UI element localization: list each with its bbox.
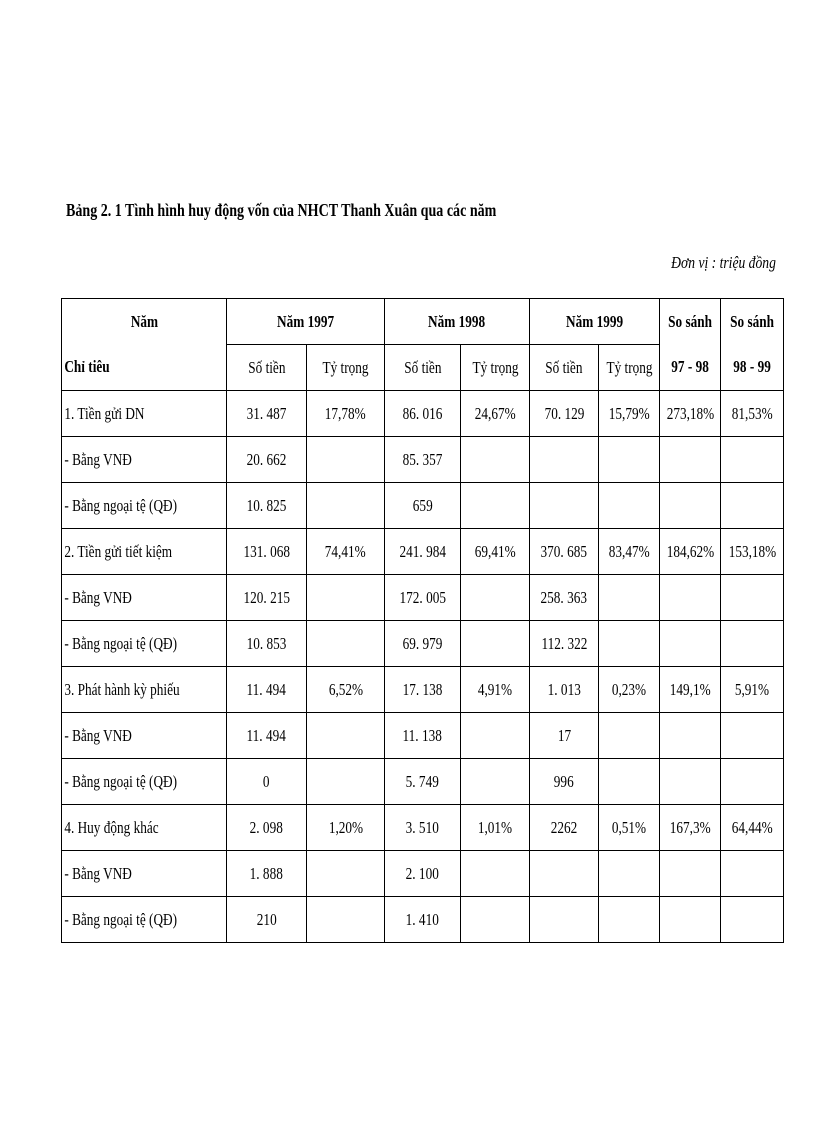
table-cell: 64,44%	[721, 805, 784, 851]
table-cell	[599, 851, 660, 897]
table-cell	[307, 483, 385, 529]
table-cell: 10. 825	[227, 483, 307, 529]
table-cell	[307, 621, 385, 667]
header-year-1997: Năm 1997	[227, 299, 385, 345]
table-row	[62, 713, 784, 759]
table-cell	[530, 437, 599, 483]
table-cell: 86. 016	[385, 391, 461, 437]
table-cell: 172. 005	[385, 575, 461, 621]
row-sub-label: - Bằng ngoại tệ (QĐ)	[62, 483, 227, 529]
table-cell: 659	[385, 483, 461, 529]
table-cell	[307, 437, 385, 483]
table-cell: 112. 322	[530, 621, 599, 667]
header-nam: Năm	[62, 299, 227, 345]
table-cell: 69. 979	[385, 621, 461, 667]
table-row	[62, 391, 784, 437]
table-cell: 167,3%	[660, 805, 721, 851]
table-cell: 1. 888	[227, 851, 307, 897]
table-cell: 184,62%	[660, 529, 721, 575]
table-row	[62, 437, 784, 483]
table-cell: 20. 662	[227, 437, 307, 483]
table-cell: 1. 013	[530, 667, 599, 713]
table-cell	[721, 575, 784, 621]
table-cell	[599, 759, 660, 805]
table-row	[62, 897, 784, 943]
table-cell	[721, 437, 784, 483]
unit-note: Đơn vị : triệu đồng	[671, 253, 776, 272]
header-range-98-99: 98 - 99	[721, 345, 784, 391]
table-row	[62, 575, 784, 621]
table-cell	[599, 483, 660, 529]
header-ty-trong-1998: Tỷ trọng	[461, 345, 530, 391]
table-cell	[721, 897, 784, 943]
table-cell: 996	[530, 759, 599, 805]
capital-mobilization-table	[61, 298, 784, 943]
table-cell: 2. 098	[227, 805, 307, 851]
table-cell	[660, 437, 721, 483]
row-category-label: 2. Tiền gửi tiết kiệm	[62, 529, 227, 575]
table-cell: 370. 685	[530, 529, 599, 575]
table-cell	[307, 575, 385, 621]
table-cell	[461, 483, 530, 529]
header-ty-trong-1999: Tỷ trọng	[599, 345, 660, 391]
table-title: Bảng 2. 1 Tình hình huy động vốn của NHCT Thanh Xuân qua các năm	[66, 200, 497, 220]
table-cell: 83,47%	[599, 529, 660, 575]
header-compare-2: So sánh	[721, 299, 784, 345]
table-cell	[599, 897, 660, 943]
table-cell: 149,1%	[660, 667, 721, 713]
table-row	[62, 483, 784, 529]
table-row	[62, 759, 784, 805]
table-cell	[660, 621, 721, 667]
table-cell: 81,53%	[721, 391, 784, 437]
row-sub-label: - Bằng VNĐ	[62, 575, 227, 621]
row-category-label: 3. Phát hành kỳ phiếu	[62, 667, 227, 713]
row-sub-label: - Bằng VNĐ	[62, 713, 227, 759]
table-cell: 69,41%	[461, 529, 530, 575]
row-sub-label: - Bằng VNĐ	[62, 851, 227, 897]
table-cell	[599, 621, 660, 667]
header-ty-trong-1997: Tỷ trọng	[307, 345, 385, 391]
table-cell: 74,41%	[307, 529, 385, 575]
table-row	[62, 529, 784, 575]
header-year-1998: Năm 1998	[385, 299, 530, 345]
table-cell: 17	[530, 713, 599, 759]
table-row	[62, 805, 784, 851]
table-cell: 11. 138	[385, 713, 461, 759]
table-cell	[599, 575, 660, 621]
table-cell	[530, 897, 599, 943]
header-so-tien-1997: Số tiền	[227, 345, 307, 391]
table-cell	[660, 575, 721, 621]
table-cell	[461, 437, 530, 483]
table-cell	[461, 713, 530, 759]
table-cell: 1. 410	[385, 897, 461, 943]
table-cell: 131. 068	[227, 529, 307, 575]
table-cell: 120. 215	[227, 575, 307, 621]
table-cell: 17,78%	[307, 391, 385, 437]
table-cell	[660, 713, 721, 759]
table-cell: 11. 494	[227, 667, 307, 713]
table-cell	[721, 713, 784, 759]
row-sub-label: - Bằng VNĐ	[62, 437, 227, 483]
table-cell	[660, 759, 721, 805]
header-compare-1: So sánh	[660, 299, 721, 345]
table-row	[62, 851, 784, 897]
table-cell: 258. 363	[530, 575, 599, 621]
table-cell: 241. 984	[385, 529, 461, 575]
table-cell: 5,91%	[721, 667, 784, 713]
table-cell	[307, 713, 385, 759]
table-cell: 3. 510	[385, 805, 461, 851]
table-cell: 5. 749	[385, 759, 461, 805]
row-sub-label: - Bằng ngoại tệ (QĐ)	[62, 759, 227, 805]
table-row	[62, 667, 784, 713]
table-cell	[721, 759, 784, 805]
table-cell: 24,67%	[461, 391, 530, 437]
header-so-tien-1999: Số tiền	[530, 345, 599, 391]
header-range-97-98: 97 - 98	[660, 345, 721, 391]
row-sub-label: - Bằng ngoại tệ (QĐ)	[62, 897, 227, 943]
table-cell: 0,51%	[599, 805, 660, 851]
table-cell: 273,18%	[660, 391, 721, 437]
table-cell	[530, 851, 599, 897]
table-cell	[461, 759, 530, 805]
table-cell: 0,23%	[599, 667, 660, 713]
table-cell	[721, 621, 784, 667]
table-cell: 210	[227, 897, 307, 943]
header-year-1999: Năm 1999	[530, 299, 660, 345]
table-cell: 0	[227, 759, 307, 805]
table-cell	[721, 851, 784, 897]
table-cell	[307, 759, 385, 805]
table-cell	[307, 851, 385, 897]
table-cell: 2262	[530, 805, 599, 851]
row-category-label: 4. Huy động khác	[62, 805, 227, 851]
table-cell	[461, 897, 530, 943]
table-cell	[721, 483, 784, 529]
table-cell	[461, 621, 530, 667]
table-cell: 10. 853	[227, 621, 307, 667]
table-cell: 85. 357	[385, 437, 461, 483]
table-cell: 31. 487	[227, 391, 307, 437]
table-cell	[530, 483, 599, 529]
table-cell	[660, 897, 721, 943]
table-cell: 17. 138	[385, 667, 461, 713]
header-row-2	[62, 345, 784, 391]
table-cell	[461, 575, 530, 621]
table-row	[62, 621, 784, 667]
table-cell: 1,01%	[461, 805, 530, 851]
table-cell: 2. 100	[385, 851, 461, 897]
header-chi-tieu: Chỉ tiêu	[62, 345, 227, 391]
table-cell	[660, 483, 721, 529]
header-so-tien-1998: Số tiền	[385, 345, 461, 391]
row-sub-label: - Bằng ngoại tệ (QĐ)	[62, 621, 227, 667]
table-cell: 70. 129	[530, 391, 599, 437]
table-cell: 6,52%	[307, 667, 385, 713]
table-cell: 15,79%	[599, 391, 660, 437]
table-cell	[599, 713, 660, 759]
header-row-1	[62, 299, 784, 345]
table-cell	[660, 851, 721, 897]
row-category-label: 1. Tiền gửi DN	[62, 391, 227, 437]
table-cell	[307, 897, 385, 943]
table-cell: 153,18%	[721, 529, 784, 575]
table-cell	[599, 437, 660, 483]
table-cell: 1,20%	[307, 805, 385, 851]
table-cell	[461, 851, 530, 897]
table-cell: 11. 494	[227, 713, 307, 759]
table-cell: 4,91%	[461, 667, 530, 713]
